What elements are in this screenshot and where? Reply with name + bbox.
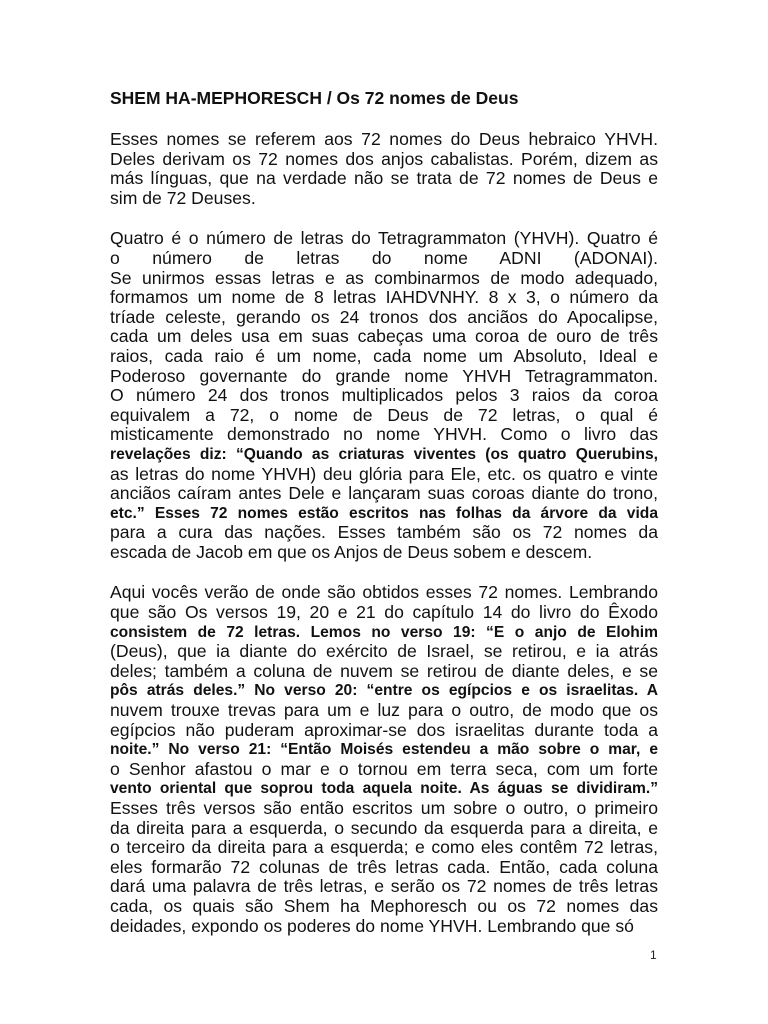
text-line: tríade celeste, gerando os 24 tronos dos anciãos do Apocalipse, [110, 306, 658, 327]
paragraph [110, 229, 658, 562]
text-line: etc.” Esses 72 nomes estão escritos nas folhas da árvore da vida [110, 504, 658, 522]
text-line: escada de Jacob em que os Anjos de Deus sobem e descem. [110, 541, 593, 562]
text-line: o terceiro da direita para a esquerda; e como eles contêm 72 letras, [110, 837, 658, 858]
document-body [110, 130, 658, 936]
text-line: Aqui vocês verão de onde são obtidos esses 72 nomes. Lembrando [110, 582, 658, 603]
text-line: Deles derivam os 72 nomes dos anjos cabalistas. Porém, dizem as [110, 148, 658, 169]
paragraph [110, 583, 658, 936]
document-page [110, 88, 658, 936]
text-line: anciãos caíram antes Dele e lançaram suas coroas diante do trono, [110, 483, 658, 504]
text-line: deles; também a coluna de nuvem se retirou de diante deles, e se [110, 660, 658, 681]
text-line: deidades, expondo os poderes do nome YHVH. Lembrando que só [110, 915, 634, 936]
document-title: SHEM HA-MEPHORESCH / Os 72 nomes de Deus [110, 88, 519, 108]
text-line: pôs atrás deles.” No verso 20: “entre os egípcios e os israelitas. A [110, 682, 658, 700]
text-line: eles formarão 72 colunas de três letras cada. Então, cada coluna [110, 856, 658, 877]
text-line: más línguas, que na verdade não se trata de 72 nomes de Deus e [110, 168, 658, 189]
text-line: dará uma palavra de três letras, e serão os 72 nomes de três letras [110, 876, 658, 897]
text-line: egípcios não puderam aproximar-se dos israelitas durante toda a [110, 719, 658, 740]
text-line: para a cura das nações. Esses também são os 72 nomes da [110, 522, 658, 543]
text-line: (Deus), que ia diante do exército de Israel, se retirou, e ia atrás [110, 641, 658, 662]
text-line: noite.” No verso 21: “Então Moisés estendeu a mão sobre o mar, e [110, 741, 658, 759]
text-line: vento oriental que soprou toda aquela noite. As águas se dividiram.” [110, 780, 658, 798]
text-line: Poderoso governante do grande nome YHVH Tetragrammaton. [110, 365, 658, 386]
text-line: da direita para a esquerda, o secundo da esquerda para a direita, e [110, 817, 658, 838]
text-line: Se unirmos essas letras e as combinarmos de modo adequado, [110, 267, 658, 288]
text-line: cada, os quais são Shem ha Mephoresch ou os 72 nomes das [110, 895, 658, 916]
text-line: revelações diz: “Quando as criaturas viventes (os quatro Querubins, [110, 445, 658, 463]
text-line: formamos um nome de 8 letras IAHDVNHY. 8 x 3, o número da [110, 287, 658, 308]
text-line: misticamente demonstrado no nome YHVH. Como o livro das [110, 424, 658, 445]
text-line: o número de letras do nome ADNI (ADONAI). [110, 247, 658, 268]
text-line: que são Os versos 19, 20 e 21 do capítulo 14 do livro do Êxodo [110, 602, 658, 623]
text-line: cada um deles usa em suas cabeças uma coroa de ouro de três [110, 326, 658, 347]
text-line: O número 24 dos tronos multiplicados pelos 3 raios da coroa [110, 385, 658, 406]
text-line: consistem de 72 letras. Lemos no verso 19: “E o anjo de Elohim [110, 623, 658, 641]
text-line: as letras do nome YHVH) deu glória para Ele, etc. os quatro e vinte [110, 463, 658, 484]
page-number: 1 [650, 948, 657, 962]
paragraph [110, 130, 658, 208]
text-line: Quatro é o número de letras do Tetragrammaton (YHVH). Quatro é [110, 228, 658, 249]
text-line: raios, cada raio é um nome, cada nome um Absoluto, Ideal e [110, 345, 658, 366]
text-line: Esses nomes se referem aos 72 nomes do Deus hebraico YHVH. [110, 129, 658, 149]
text-line: o Senhor afastou o mar e o tornou em terra seca, com um forte [110, 758, 658, 779]
text-line: equivalem a 72, o nome de Deus de 72 letras, o qual é [110, 404, 658, 425]
text-line: nuvem trouxe trevas para um e luz para o outro, de modo que os [110, 700, 658, 721]
text-line: sim de 72 Deuses. [110, 187, 256, 208]
text-line: Esses três versos são então escritos um sobre o outro, o primeiro [110, 798, 658, 818]
